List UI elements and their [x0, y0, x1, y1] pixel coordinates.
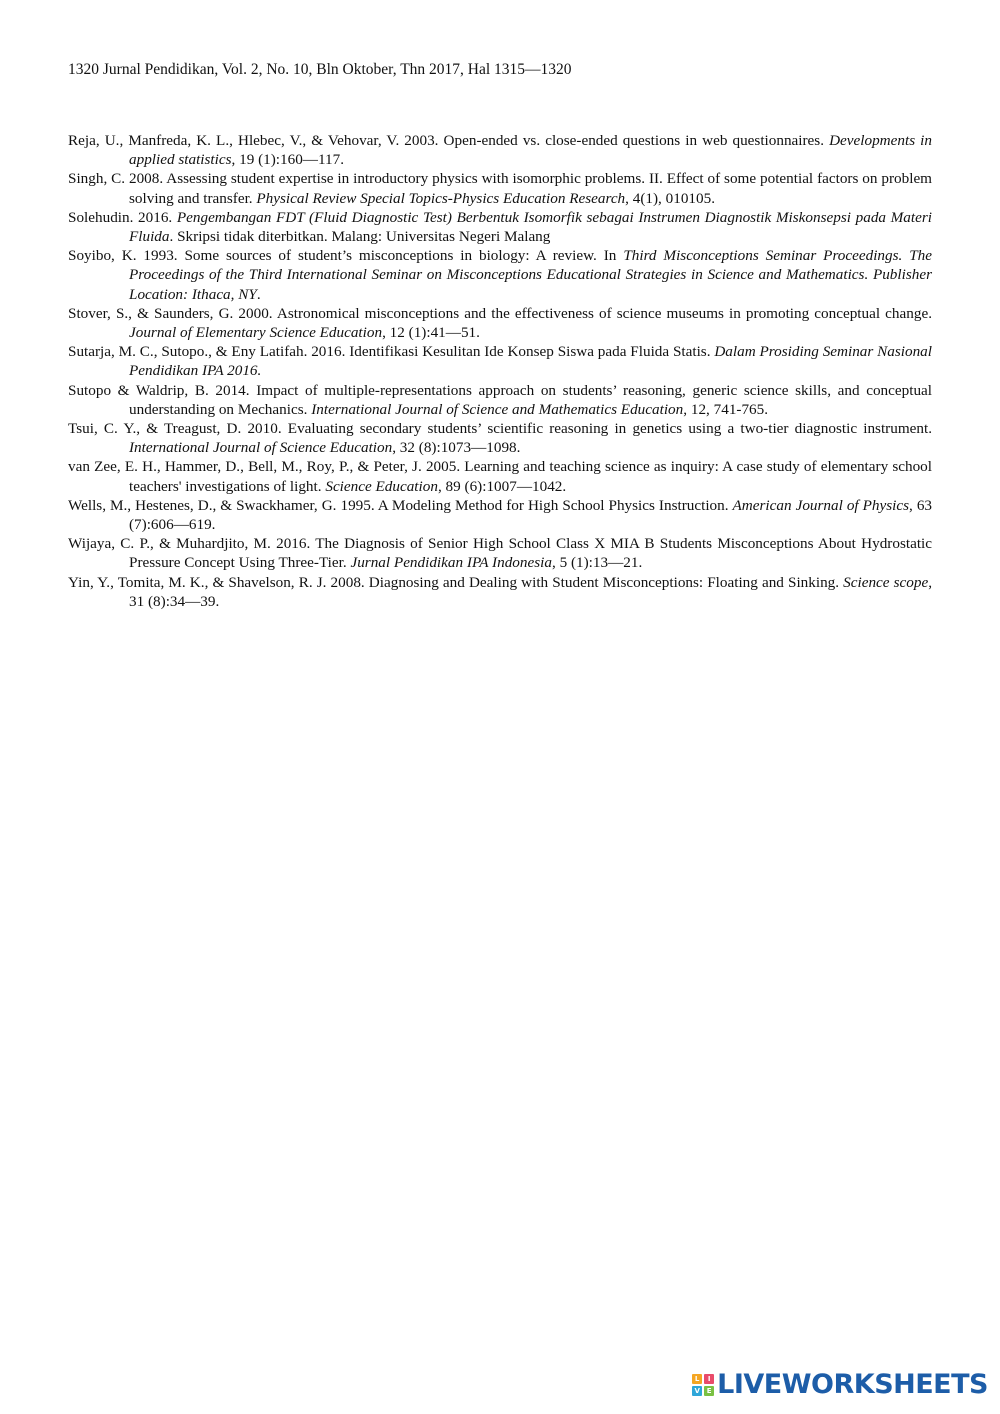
- liveworksheets-wordmark: LIVEWORKSHEETS: [717, 1369, 988, 1400]
- reference-item: Reja, U., Manfreda, K. L., Hlebec, V., & Vehovar, V. 2003. Open-ended vs. close-ended questions in web questionnaires. Developments in applied statistics, 19 (1):160—117.: [68, 132, 932, 169]
- reference-item: Sutarja, M. C., Sutopo., & Eny Latifah. 2016. Identifikasi Kesulitan Ide Konsep Siswa pada Fluida Statis. Dalam Prosiding Seminar Nasional Pendidikan IPA 2016.: [68, 343, 932, 380]
- reference-item: Wijaya, C. P., & Muhardjito, M. 2016. The Diagnosis of Senior High School Class X MIA B Students Misconceptions About Hydrostatic Pressure Concept Using Three-Tier. Jurnal Pendidikan IPA Indonesia, 5 (1):13—21.: [68, 535, 932, 572]
- reference-item: Tsui, C. Y., & Treagust, D. 2010. Evaluating secondary students’ scientific reasoning in genetics using a two-tier diagnostic instrument. International Journal of Science Education, 32 (8):1073—1098.: [68, 420, 932, 457]
- reference-item: van Zee, E. H., Hammer, D., Bell, M., Roy, P., & Peter, J. 2005. Learning and teaching science as inquiry: A case study of elementary school teachers' investigations of light. Science Education, 89 (6):1007—1042.: [68, 458, 932, 495]
- liveworksheets-watermark: [692, 1368, 988, 1402]
- reference-item: Sutopo & Waldrip, B. 2014. Impact of multiple-representations approach on students’ reasoning, generic science skills, and conceptual understanding on Mechanics. International Journal of Science and Mathematics Education, 12, 741-765.: [68, 381, 932, 418]
- reference-item: Singh, C. 2008. Assessing student expertise in introductory physics with isomorphic problems. II. Effect of some potential factors on problem solving and transfer. Physical Review Special Topics-Physics Education Research, 4(1), 010105.: [68, 170, 932, 207]
- reference-item: Stover, S., & Saunders, G. 2000. Astronomical misconceptions and the effectiveness of science museums in promoting conceptual change. Journal of Elementary Science Education, 12 (1):41—51.: [68, 304, 932, 342]
- reference-item: Wells, M., Hestenes, D., & Swackhamer, G. 1995. A Modeling Method for High School Physics Instruction. American Journal of Physics, 63 (7):606—619.: [68, 496, 933, 534]
- reference-item: Soyibo, K. 1993. Some sources of student’s misconceptions in biology: A review. In Third Misconceptions Seminar Proceedings. The Proceedings of the Third International Seminar on Misconceptions Educational Strategies in Science and Mathematics. Publisher Location: Ithaca, NY.: [68, 247, 932, 303]
- reference-item: Yin, Y., Tomita, M. K., & Shavelson, R. J. 2008. Diagnosing and Dealing with Student Misconceptions: Floating and Sinking. Science scope, 31 (8):34—39.: [68, 573, 933, 610]
- liveworksheets-logo-icon: L I V E: [692, 1374, 714, 1396]
- running-head: 1320 Jurnal Pendidikan, Vol. 2, No. 10, Bln Oktober, Thn 2017, Hal 1315—1320: [68, 61, 572, 78]
- reference-list: [68, 131, 932, 611]
- reference-item: Solehudin. 2016. Pengembangan FDT (Fluid Diagnostic Test) Berbentuk Isomorfik sebagai Instrumen Diagnostik Miskonsepsi pada Materi Fluida. Skripsi tidak diterbitkan. Malang: Universitas Negeri Malang: [68, 208, 932, 246]
